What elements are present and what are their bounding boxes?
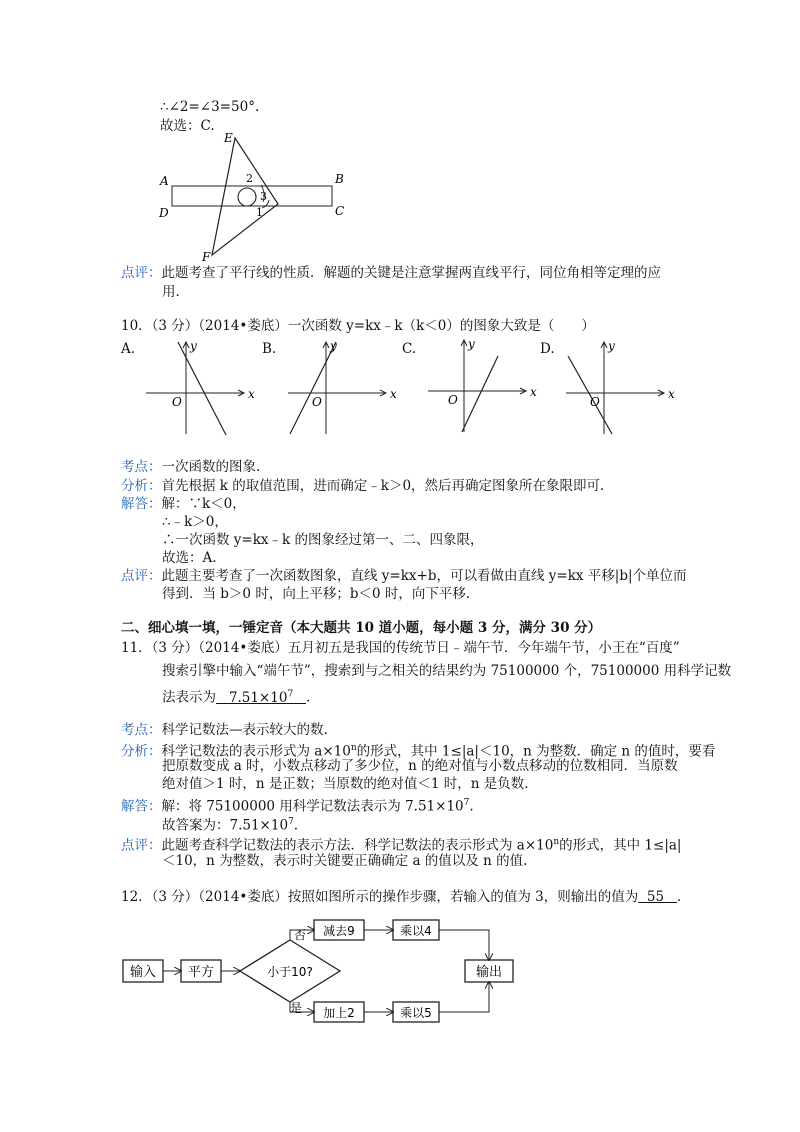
svg-text:y: y [608,339,615,353]
svg-text:y: y [468,337,475,351]
q11-jieda: 解答：解：将 75100000 用科学记数法表示为 $7.51\times 10^7$. [121,798,474,815]
flow-times5-label: 乘以5 [400,1006,432,1020]
label-C: C [335,204,345,218]
q9-choice: 故选：C. [160,118,215,134]
q10-option-a-label: A. [121,341,136,357]
q11-jieda-2: 故答案为：$7.51\times 10^7$. [162,817,299,834]
q10-jieda: 解答：解：∵k＜0， [121,496,246,512]
q11-answer: $7.51\times 10^7$ [228,689,294,706]
svg-text:x: x [248,387,255,401]
q10-option-a-graph [140,338,260,438]
label-B: B [335,172,344,186]
label-E: E [224,131,233,145]
svg-text:x: x [668,387,675,401]
flow-no-label: 否 [294,928,307,942]
svg-text:O: O [448,393,458,407]
q9-parallel-lines-figure [150,130,350,265]
q10-option-b-label: B. [262,341,277,357]
q12-answer: 55 [646,889,665,905]
q10-kaodian: 考点：一次函数的图象. [121,459,261,475]
q10-option-d-label: D. [540,341,555,357]
angle-2-label: 2 [246,172,253,185]
q10-jieda-4: 故选：A. [162,550,217,566]
q9-comment-cont: 用. [162,284,180,300]
q10-jieda-3: ∴一次函数 y=kx﹣k 的图象经过第一、二、四象限， [162,532,484,548]
q12-stem: 12．（3 分）（2014•娄底）按照如图所示的操作步骤，若输入的值为 3，则输出的值为 55 . [121,889,682,905]
q11-dianping-2: ＜10，n 为整数，表示时关键要正确确定 a 的值以及 n 的值. [162,853,528,869]
q11-stem-3: 法表示为 $7.51\times 10^7$ . [162,689,311,706]
flow-square-label: 平方 [187,965,215,980]
q10-option-c-label: C. [402,341,417,357]
svg-text:x: x [390,387,397,401]
flow-input-label: 输入 [129,965,157,980]
flow-output-label: 输出 [475,965,503,980]
q11-fenxi-3: 绝对值＞1 时，n 是正数；当原数的绝对值＜1 时，n 是负数. [162,776,529,792]
label-F: F [202,250,211,264]
label-D: D [159,206,169,220]
angle-3-label: 3 [260,190,267,203]
q9-comment: 点评：此题考查了平行线的性质．解题的关键是注意掌握两直线平行，同位角相等定理的应 [121,265,661,281]
q12-flowchart [118,914,518,1034]
q10-option-d-graph [560,338,680,438]
svg-text:O: O [172,395,182,409]
svg-text:y: y [330,339,337,353]
q11-kaodian: 考点：科学记数法—表示较大的数. [121,722,328,738]
svg-text:O: O [312,395,322,409]
q10-option-b-graph [282,338,402,438]
angle-1-label: 1 [256,206,263,219]
q10-option-c-graph [422,336,542,436]
q10-fenxi: 分析：首先根据 k 的取值范围，进而确定﹣k＞0，然后再确定图象所在象限即可. [121,478,605,494]
label-A: A [160,174,169,188]
section-title: 二、细心填一填，一锤定音（本大题共 10 道小题，每小题 3 分，满分 30 分） [121,620,602,636]
q11-stem-1: 11．（3 分）（2014•娄底）五月初五是我国的传统节日﹣端午节．今年端午节，小王在“百度” [121,640,680,656]
q10-dianping: 点评：此题主要考查了一次函数图象，直线 y=kx+b，可以看做由直线 y=kx 平移|b|个单位而 [121,568,687,584]
q9-conclusion: ∴∠2=∠3=50°. [160,99,260,115]
q11-stem-2: 搜索引擎中输入“端午节”，搜索到与之相关的结果约为 75100000 个，75100000 用科学记数 [162,663,732,679]
q11-dianping: 点评：此题考查科学记数法的表示方法．科学记数法的表示形式为 $a\times 10^n$的形式，其中 1≤|a| [121,837,682,854]
q10-jieda-2: ∴﹣k＞0， [162,514,228,530]
flow-plus-label: 加上2 [323,1006,355,1020]
q11-fenxi: 分析：科学记数法的表示形式为 $a\times 10^n$的形式，其中 1≤|a|＜10，n 为整数．确定 n 的值时，要看 [121,743,716,760]
flow-minus-label: 减去9 [323,924,355,938]
svg-text:O: O [590,395,600,409]
q10-dianping-2: 得到．当 b＞0 时，向上平移；b＜0 时，向下平移. [162,586,471,602]
q11-fenxi-2: 把原数变成 a 时，小数点移动了多少位，n 的绝对值与小数点移动的位数相同．当原数 [162,758,678,774]
flow-condition-label: 小于10? [267,965,313,979]
dianping-tag: 点评： [121,265,162,281]
q10-stem: 10．（3 分）（2014•娄底）一次函数 y=kx﹣k（k＜0）的图象大致是（ ） [121,318,595,334]
flow-times4-label: 乘以4 [400,924,432,938]
svg-text:y: y [190,339,197,353]
flow-yes-label: 是 [290,1001,303,1015]
svg-text:x: x [530,385,537,399]
